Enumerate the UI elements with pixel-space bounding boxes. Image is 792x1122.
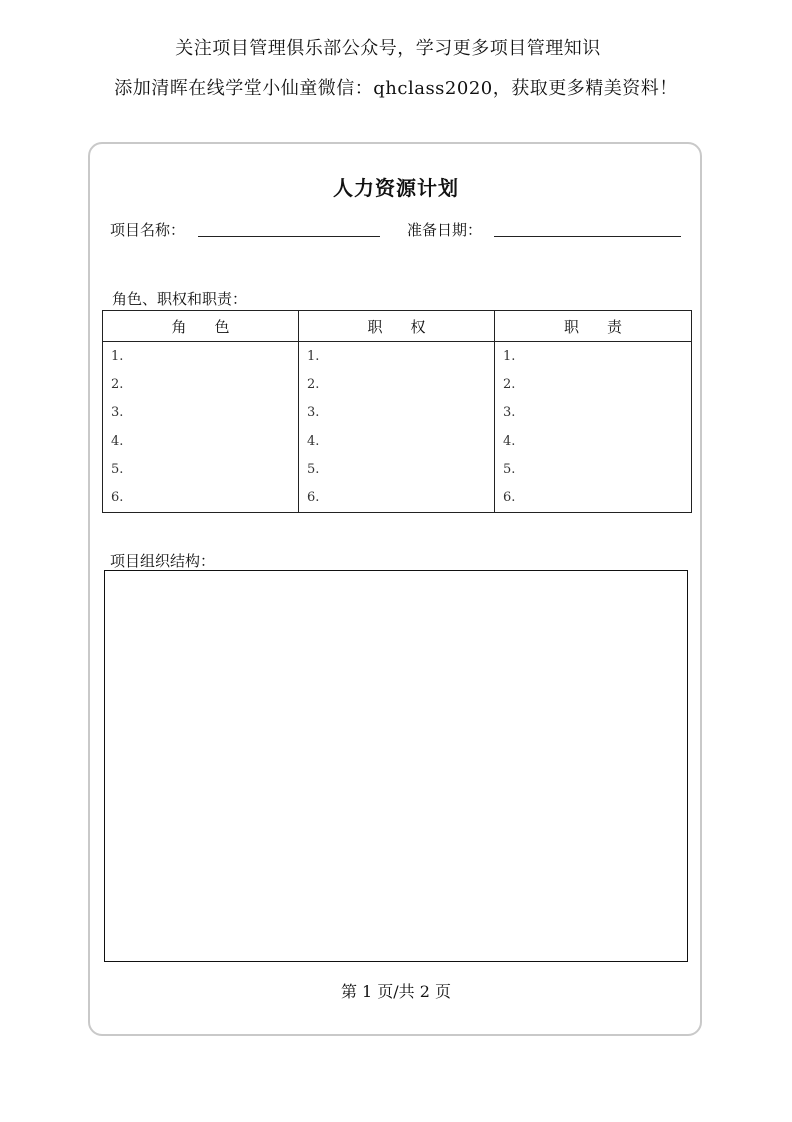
list-item-number: 3. xyxy=(503,405,516,421)
list-item-number: 1. xyxy=(111,349,124,364)
org-structure-box[interactable] xyxy=(104,570,688,962)
column-header-authority: 职权 xyxy=(299,311,495,342)
prep-date-label: 准备日期： xyxy=(407,221,483,239)
list-item-number: 6. xyxy=(503,489,516,505)
authority-column-cell[interactable] xyxy=(299,342,495,513)
list-item-number: 3. xyxy=(307,405,320,421)
list-item-number: 2. xyxy=(503,377,516,393)
list-item-number: 4. xyxy=(111,433,124,449)
list-item-number: 4. xyxy=(307,433,320,449)
list-item-number: 6. xyxy=(111,489,124,505)
page-title: 人力资源计划 xyxy=(333,176,459,200)
roles-table xyxy=(102,310,692,513)
project-name-label: 项目名称： xyxy=(110,221,186,239)
list-item-number: 4. xyxy=(503,433,516,449)
list-item-number: 1. xyxy=(503,349,516,364)
responsibility-column-cell[interactable] xyxy=(495,342,692,513)
list-item-number: 1. xyxy=(307,349,320,364)
roles-section-label: 角色、职权和职责： xyxy=(112,290,248,308)
promo-line-1: 关注项目管理俱乐部公众号，学习更多项目管理知识 xyxy=(175,38,601,59)
list-item-number: 2. xyxy=(111,377,124,393)
list-item-number: 6. xyxy=(307,489,320,505)
org-structure-label: 项目组织结构： xyxy=(110,552,216,570)
page-indicator: 第 1 页/共 2 页 xyxy=(340,982,452,1001)
column-header-responsibility: 职责 xyxy=(495,311,692,342)
column-header-role: 角色 xyxy=(103,311,299,342)
prep-date-field[interactable] xyxy=(494,236,681,237)
list-item-number: 5. xyxy=(111,461,124,477)
list-item-number: 3. xyxy=(111,405,124,421)
project-name-field[interactable] xyxy=(198,236,380,237)
list-item-number: 2. xyxy=(307,377,320,393)
role-column-cell[interactable] xyxy=(103,342,299,513)
list-item-number: 5. xyxy=(307,461,320,477)
list-item-number: 5. xyxy=(503,461,516,477)
promo-line-2: 添加清晖在线学堂小仙童微信：qhclass2020，获取更多精美资料！ xyxy=(114,78,678,99)
